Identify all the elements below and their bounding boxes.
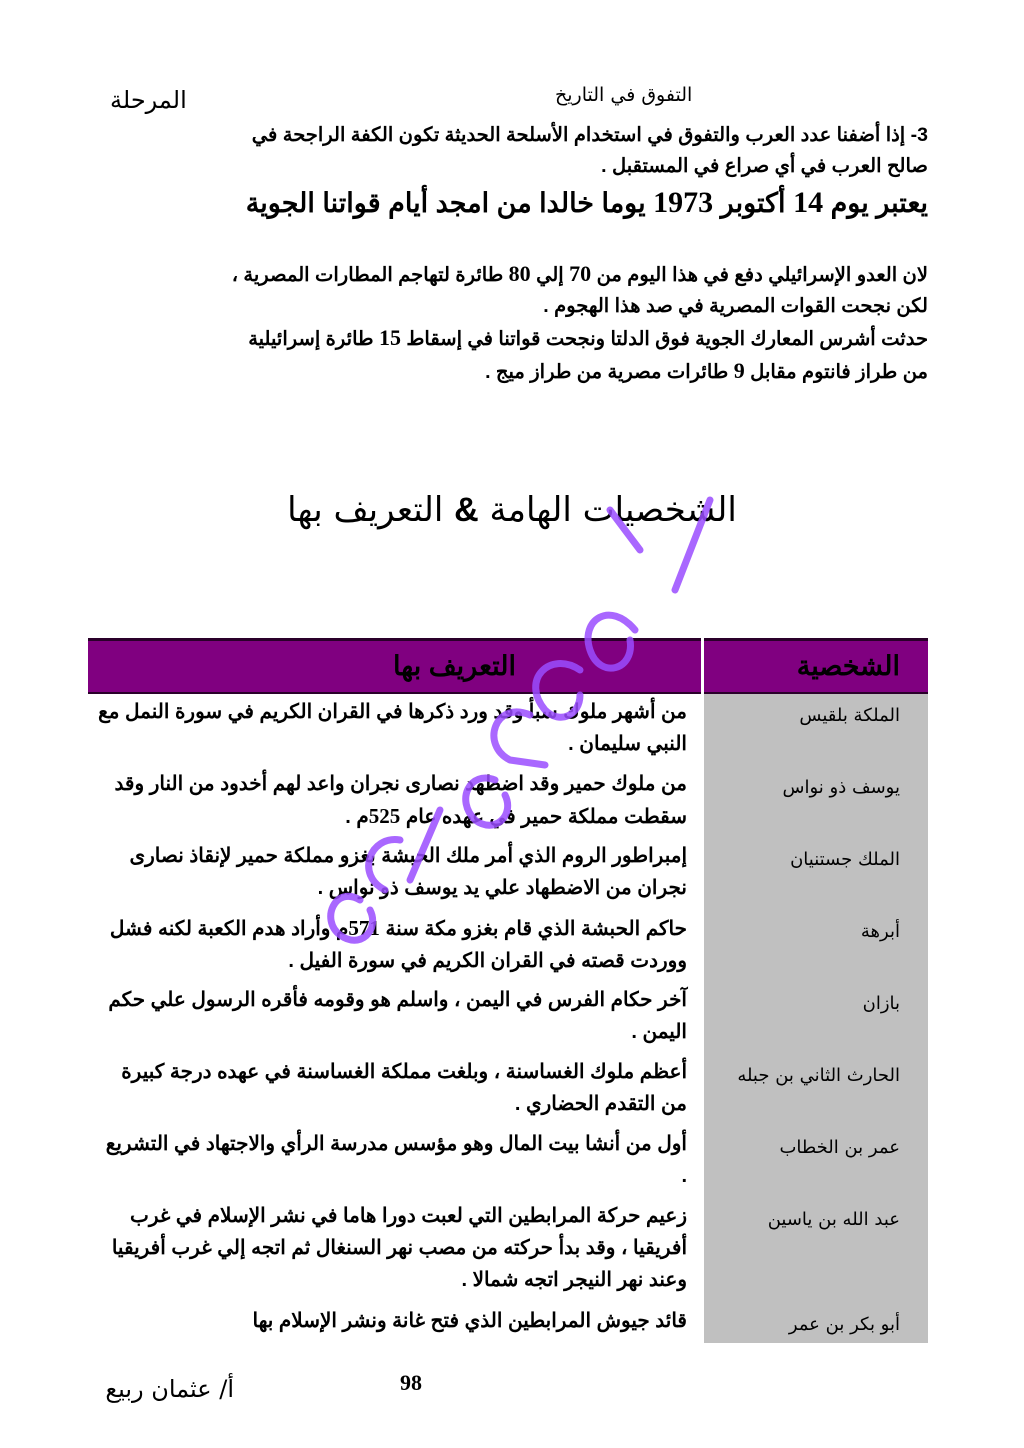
point-3-paragraph xyxy=(88,120,928,182)
column-header-personality: الشخصية xyxy=(703,640,929,694)
highlight-year: 1973 xyxy=(653,186,714,219)
air-battle-number: 15 xyxy=(378,325,401,350)
table-row xyxy=(88,838,928,910)
air-battle-text: طائرة إسرائيلية xyxy=(248,328,374,350)
personality-definition xyxy=(88,766,703,838)
definition-text-end: م . xyxy=(345,806,369,828)
definition-text: حاكم الحبشة الذي قام بغزو مكة سنة xyxy=(385,918,687,940)
personalities-table xyxy=(88,638,928,1343)
personality-name: الملك جستنيان xyxy=(703,838,929,910)
table-row xyxy=(88,1198,928,1303)
air-battle-text: طائرات مصرية من طراز ميج . xyxy=(485,361,729,383)
highlight-day: 14 xyxy=(793,186,824,219)
personality-definition xyxy=(88,1054,703,1126)
definition-text: أعظم ملوك الغساسنة ، وبلغت مملكة الغساسنة في عهده درجة كبيرة من التقدم الحضاري . xyxy=(121,1061,687,1115)
air-battle-paragraph xyxy=(88,258,928,388)
air-battle-number: 9 xyxy=(733,358,745,383)
highlight-prefix: يعتبر يوم xyxy=(830,188,928,218)
personality-definition xyxy=(88,982,703,1054)
air-battle-text: إلي xyxy=(536,264,564,286)
personality-name: أبو بكر بن عمر xyxy=(703,1303,929,1343)
section-title-ampersand: & xyxy=(454,491,479,529)
definition-year: 525 xyxy=(368,804,401,828)
personality-definition xyxy=(88,1126,703,1198)
personality-name: عمر بن الخطاب xyxy=(703,1126,929,1198)
table-row xyxy=(88,1303,928,1343)
footer-author: أ/ عثمان ربيع xyxy=(105,1375,234,1403)
section-title xyxy=(0,490,1024,530)
definition-text: زعيم حركة المرابطين التي لعبت دورا هاما في نشر الإسلام في غرب أفريقيا ، وقد بدأ حركته من مصب نهر السنغال ثم اتجه إلي غرب أفريقيا وعند نهر النيجر اتجه شمالا . xyxy=(111,1205,687,1291)
section-title-part-2: التعريف بها xyxy=(287,490,444,530)
definition-text-end: م وأراد هدم الكعبة لكنه فشل ووردت قصته في القران الكريم في سورة الفيل . xyxy=(109,918,687,972)
personality-name: عبد الله بن ياسين xyxy=(703,1198,929,1303)
point-3-line-2: صالح العرب في أي صراع في المستقبل . xyxy=(601,155,928,177)
column-header-definition: التعريف بها xyxy=(88,640,703,694)
header-title: التفوق في التاريخ xyxy=(555,84,693,106)
section-title-part-1: الشخصيات الهامة xyxy=(489,490,737,530)
air-battle-text: حدثت أشرس المعارك الجوية فوق الدلتا ونجحت قواتنا في إسقاط xyxy=(406,328,928,350)
personality-definition xyxy=(88,693,703,766)
air-battle-line-4 xyxy=(485,358,928,383)
table-row xyxy=(88,1054,928,1126)
air-battle-number: 70 xyxy=(569,261,592,286)
october-14-highlight xyxy=(88,183,928,223)
air-battle-line-1 xyxy=(231,261,928,286)
personality-definition xyxy=(88,1198,703,1303)
air-battle-text: لان العدو الإسرائيلي دفع في هذا اليوم من xyxy=(596,264,928,286)
personality-name: الملكة بلقيس xyxy=(703,693,929,766)
highlight-suffix: يوما خالدا من امجد أيام قواتنا الجوية xyxy=(245,188,646,218)
table-row xyxy=(88,766,928,838)
air-battle-line-3 xyxy=(248,325,928,350)
personality-name: بازان xyxy=(703,982,929,1054)
personality-definition xyxy=(88,910,703,982)
personality-name: الحارث الثاني بن جبله xyxy=(703,1054,929,1126)
stage-label: المرحلة xyxy=(110,86,187,114)
point-3-line-1: 3- إذا أضفنا عدد العرب والتفوق في استخدام الأسلحة الحديثة تكون الكفة الراجحة في xyxy=(251,124,928,146)
definition-text: من أشهر ملوك سبأ وقد ورد ذكرها في القران الكريم في سورة النمل مع النبي سليمان . xyxy=(98,701,687,755)
highlight-month: أكتوبر xyxy=(720,188,786,218)
definition-text: من ملوك حمير وقد اضطهد نصارى نجران واعد لهم أخدود من النار وقد سقطت مملكة حمير في عهده عام xyxy=(114,773,687,828)
definition-text: إمبراطور الروم الذي أمر ملك الحبشة بغزو مملكة حمير لإنقاذ نصارى نجران من الاضطهاد علي يد يوسف ذو نواس . xyxy=(129,845,687,899)
air-battle-text: طائرة لتهاجم المطارات المصرية ، xyxy=(231,264,504,286)
definition-text: آخر حكام الفرس في اليمن ، واسلم هو وقومه فأقره الرسول علي حكم اليمن . xyxy=(108,989,687,1043)
table-row xyxy=(88,910,928,982)
personality-name: يوسف ذو نواس xyxy=(703,766,929,838)
air-battle-number: 80 xyxy=(508,261,531,286)
definition-year: 571 xyxy=(348,916,380,940)
page-number: 98 xyxy=(400,1370,422,1395)
air-battle-line-2: لكن نجحت القوات المصرية في صد هذا الهجوم . xyxy=(543,295,928,317)
personality-definition xyxy=(88,838,703,910)
table-row xyxy=(88,982,928,1054)
table-row xyxy=(88,693,928,766)
table-header-row xyxy=(88,640,928,694)
definition-text: قائد جيوش المرابطين الذي فتح غانة ونشر الإسلام بها xyxy=(252,1310,687,1332)
personality-definition xyxy=(88,1303,703,1343)
personality-name: أبرهة xyxy=(703,910,929,982)
table-row xyxy=(88,1126,928,1198)
air-battle-text: من طراز فانتوم مقابل xyxy=(750,361,928,383)
definition-text: أول من أنشا بيت المال وهو مؤسس مدرسة الرأي والاجتهاد في التشريع . xyxy=(105,1133,687,1187)
